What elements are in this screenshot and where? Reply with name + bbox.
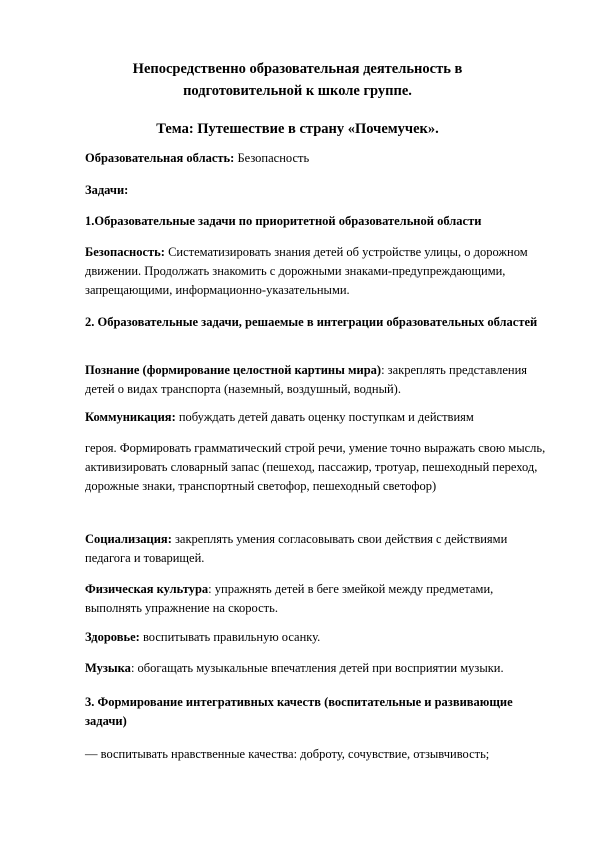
communication-label: Коммуникация: <box>85 410 176 424</box>
educational-area-label: Образовательная область: <box>85 151 235 165</box>
socialization-label: Социализация: <box>85 532 172 546</box>
health-text: воспитывать правильную осанку. <box>139 630 321 644</box>
educational-area <box>85 149 550 168</box>
integrative-qualities-heading: 3. Формирование интегративных качеств (воспитательные и развивающие задачи) <box>85 695 513 728</box>
safety-label: Безопасность: <box>85 245 165 259</box>
communication-continuation: героя. Формировать грамматический строй речи, умение точно выражать свою мысль, активизировать словарный запас (пешеход, пассажир, тротуар, пешеходный переход, дорожные знаки, транспортный светофор, пешеходный светофор) <box>85 441 546 493</box>
physical-paragraph <box>85 580 550 618</box>
educational-area-value: Безопасность <box>234 151 310 165</box>
communication-paragraph <box>85 408 550 427</box>
music-paragraph <box>85 659 550 678</box>
document-title <box>60 58 535 102</box>
cognition-label: Познание (формирование целостной картины мира) <box>85 363 382 377</box>
cognition-paragraph <box>85 361 550 399</box>
socialization-paragraph <box>85 530 550 568</box>
health-label: Здоровье: <box>85 630 140 644</box>
physical-text: : упражнять детей в беге змейкой между предметами, выполнять упражнение на скорость. <box>85 582 494 615</box>
integration-tasks-heading: 2. Образовательные задачи, решаемые в интеграции образовательных областей <box>85 315 538 329</box>
title-line-1: Непосредственно образовательная деятельность в <box>132 61 463 77</box>
tasks-heading: Задачи: <box>85 183 129 197</box>
health-paragraph <box>85 628 550 647</box>
cognition-text: : закреплять представления детей о видах транспорта (наземный, воздушный, водный). <box>85 363 528 396</box>
moral-qualities-line: — воспитывать нравственные качества: доброту, сочувствие, отзывчивость; <box>85 747 490 761</box>
title-line-2: подготовительной к школе группе. <box>183 83 412 99</box>
music-text: : обогащать музыкальные впечатления детей при восприятии музыки. <box>130 661 504 675</box>
priority-tasks-heading: 1.Образовательные задачи по приоритетной образовательной области <box>85 214 482 228</box>
physical-label: Физическая культура <box>85 582 209 596</box>
lesson-topic: Тема: Путешествие в страну «Почемучек». <box>156 121 439 137</box>
safety-text: Систематизировать знания детей об устройстве улицы, о дорожном движении. Продолжать знакомить с дорожными знаками-предупреждающими, запрещающими, информационно-указательными. <box>85 245 528 297</box>
communication-text: побуждать детей давать оценку поступкам и действиям <box>175 410 474 424</box>
safety-paragraph <box>85 243 550 300</box>
music-label: Музыка <box>85 661 131 675</box>
socialization-text: закреплять умения согласовывать свои действия с действиями педагога и товарищей. <box>85 532 508 565</box>
